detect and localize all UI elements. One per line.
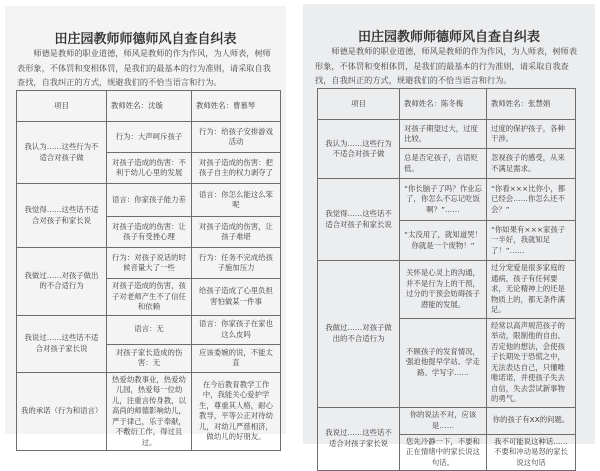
table-row [17,372,281,451]
table-cell: 过度的保护孩子，各种干涉。 [487,120,576,149]
table-cell: 您先冷静一下，不要和正在情绪中的家长说这句话。 [400,434,487,471]
section-item: 我的承诺（行为和语言） [17,372,107,451]
header-teacher-2: 教师姓名：曹慕琴 [192,91,281,122]
table-cell: “你长脑子了吗？作业忘了，你怎么不忘记吃饭啊？”…… [400,179,487,221]
document-title: 田庄园教师师德师风自查自纠表 [54,32,237,47]
table-cell: 关怀是心灵上的沟通，并不是行为上的干预，过分的干预会妨碍孩子潜能的发展。 [400,261,487,319]
section-item: 我说过……这些话不适合对孩子家长说 [17,315,107,372]
table-cell: 应该委婉的说，不能太直 [192,344,281,372]
document-title: 田庄园教师师德师风自查自纠表 [357,30,540,45]
header-item: 项目 [17,91,107,122]
table-row [318,120,576,149]
table-row [17,184,281,217]
table-cell: 不顾孩子的发育情况，强迫他提早学站、学走路、学写字…… [400,318,487,407]
table-cell: 行为：大声呵斥孩子 [107,122,192,153]
table-cell: 对孩子造成的伤害，让孩子难堪 [192,217,281,248]
table-cell: 你的孩子有XX的问题。 [487,407,576,434]
table-cell: 对孩子期望过大，过度比较。 [400,120,487,149]
header-item: 项目 [318,89,400,120]
section-item: 我觉得……这些话不适合对孩子和家长说 [318,179,400,261]
table-cell: 经常以高声规范孩子的举动，限制他的自由、否定他的想法，会使孩子长期处于恐慌之中，无法表达自己，只懂唯唯诺诺，并使孩子失去自信，失去尝试新事物的勇气。 [487,318,576,407]
table-cell: 对孩子造成的伤害，孩子对老师产生不了信任和依赖 [107,279,192,316]
document-intro: 师德是教师的职业道德，师风是教师的作为作风，为人师表，树师表形象，不体罚和变相体罚，是我们的最基本的行为准则，请采取自我查找，自我纠正的方式，规避我们的不恰当语言和行为。 [315,46,578,85]
table-row [17,315,281,344]
table-row [17,122,281,153]
section-item: 我说过……这些话不适合对孩子家长说 [318,407,400,471]
header-teacher-2: 教师姓名：张慧娟 [487,89,576,120]
table-row [318,179,576,221]
table-cell: 过分宠爱是很多家庭的通病，孩子有任何要求，无论精神上的还是物质上的，都无条件满足。 [487,261,576,319]
section-item: 我认为……这些行为不适合对孩子做 [17,122,107,184]
section-item: 我认为……这些行为不适合对孩子做 [318,120,400,179]
table-cell: “太没用了，就知道哭！你就是一个废物！” [400,221,487,261]
table-cell: 语言：你怎么能这么笨呢 [192,184,281,217]
table-header-row [17,91,281,122]
table-cell: 对孩子造成的伤害：不利于幼儿心里的发展 [107,153,192,184]
table-cell: 你的说法不对，应该是…… [400,407,487,434]
header-teacher-1: 教师姓名：沈璇 [107,91,192,122]
document-sheet-right [303,4,595,467]
table-cell: 语言：无 [107,315,192,344]
table-cell: 忽视孩子的感受，从来不满足需求。 [487,149,576,179]
section-item: 我做过……对孩子做出的不合适行为 [17,248,107,316]
section-item: 我觉得……这些话不适合对孩子和家长说 [17,184,107,248]
self-check-table [317,88,576,471]
self-check-table [16,90,281,451]
table-cell: 给孩子造成了心里负担害怕做某一件事 [192,279,281,316]
table-cell: 行为：给孩子安排游戏活动 [192,122,281,153]
table-cell: 语言：你家孩子在家也这么皮吗 [192,315,281,344]
table-cell: 行为：任务不完成给孩子施加压力 [192,248,281,279]
table-cell: 对孩子造成的伤害：让孩子有受挫心理 [107,217,192,248]
document-intro: 师德是教师的职业道德，师风是教师的作为作风，为人师表，树师表形象，不体罚和变相体罚，是我们的最基本的行为准则，请采取自我查找，自我纠正的方式，规避我们的不恰当语言和行为。 [17,48,271,87]
document-sheet-left [5,6,286,447]
table-cell: 我不可能说这种话……不要和冲动易怒的家长说这句话 [487,434,576,471]
table-cell: “你如果有×××家孩子一半好，我就知足了！”…… [487,221,576,261]
table-cell: 对孩子造成的伤害：把孩子自主的权力剥夺了 [192,153,281,184]
table-header-row [318,89,576,120]
table-row [318,407,576,434]
table-cell: “你看×××比你小，都已经会……你怎么还不会？” [487,179,576,221]
table-cell: 行为：对孩子说话的时候音量大了一些 [107,248,192,279]
table-row [318,261,576,319]
header-teacher-1: 教师姓名：陈冬梅 [400,89,487,120]
table-cell: 在今后教育教学工作中，我能关心爱护学生，尊重其人格，耐心教导，平等公正对待幼儿，对幼儿严慈相济，做幼儿的好朋友。 [192,372,281,451]
section-item: 我做过……对孩子做出的不合适行为 [318,261,400,408]
table-cell: 对孩子家长造成的伤害：无 [107,344,192,372]
table-cell: 总是否定孩子，言语贬低。 [400,149,487,179]
table-row [17,248,281,279]
table-cell: 热爱幼教事业，热爱幼儿园，热爱每一位幼儿，注重言传身教，以高尚的师德影响幼儿，严于律己，乐于奉献，不敷衍工作，得过且过。 [107,372,192,451]
table-cell: 语言：你家孩子能力差 [107,184,192,217]
